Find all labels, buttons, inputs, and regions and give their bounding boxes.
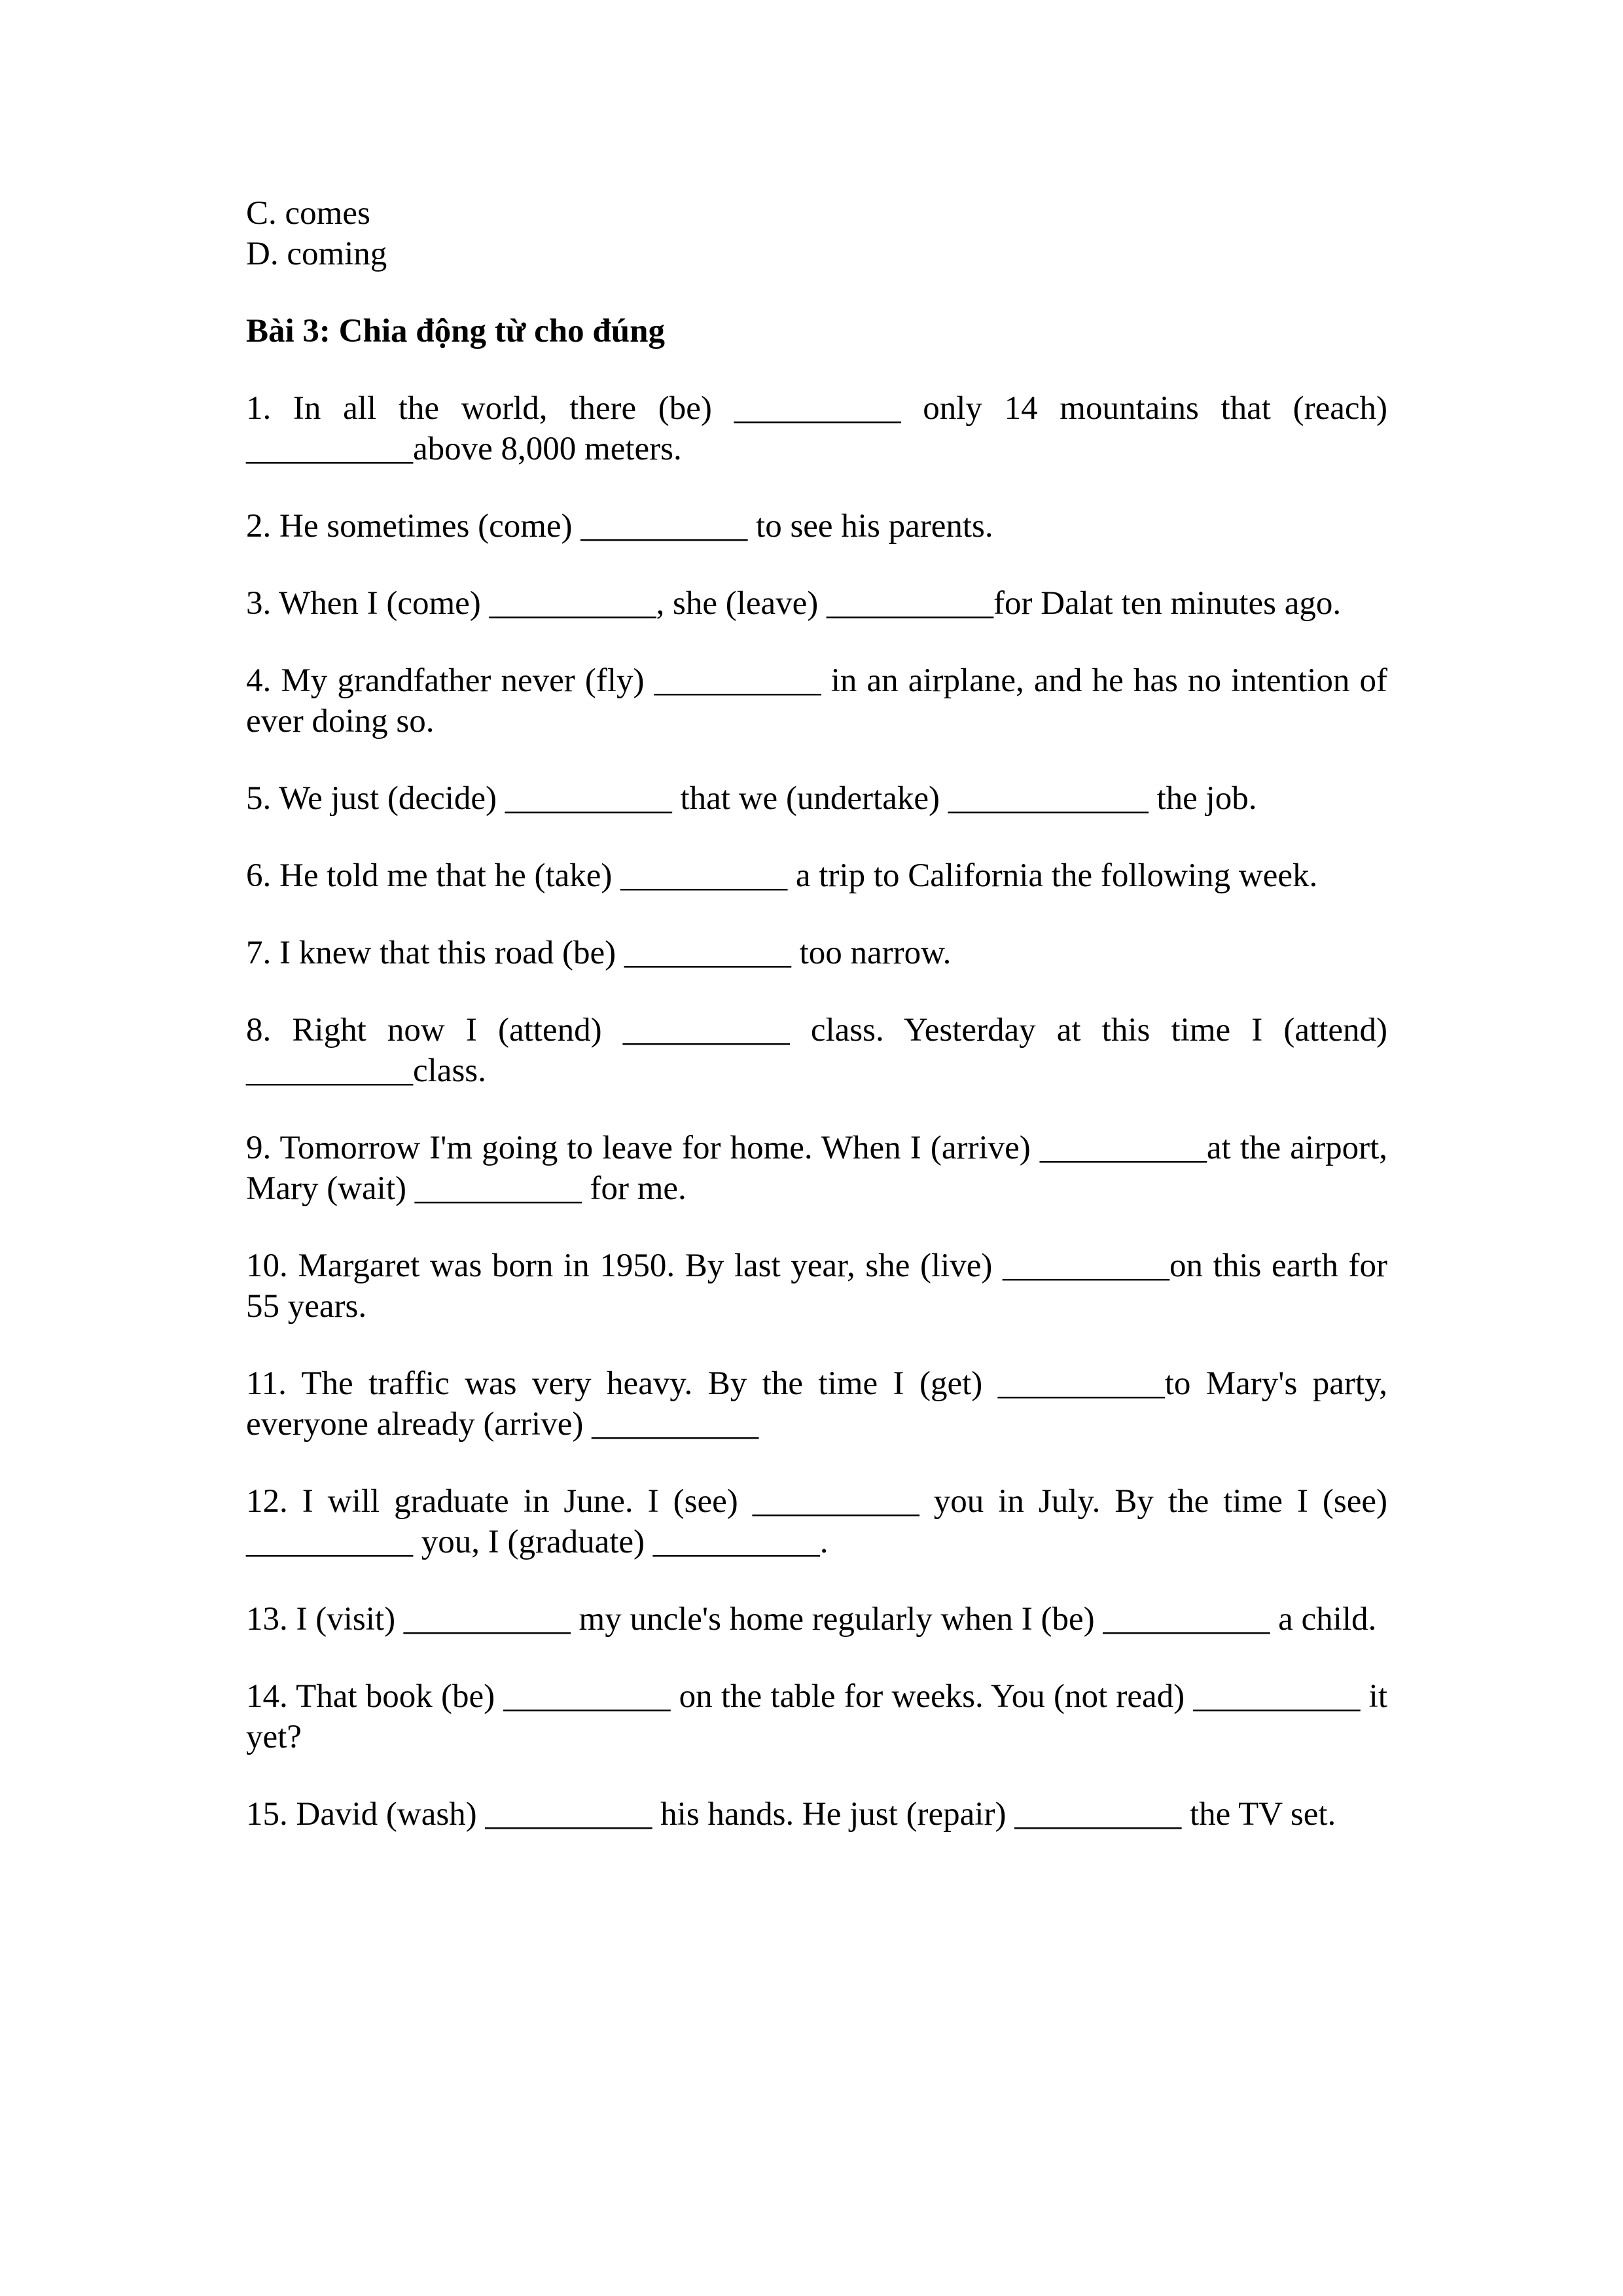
question-12: 12. I will graduate in June. I (see) __________ you in July. By the time I (see) __________ you, I (graduate) __________.: [246, 1483, 1387, 1560]
question-11: 11. The traffic was very heavy. By the time I (get) __________to Mary's party, everyone already (arrive) __________: [246, 1365, 1387, 1443]
question-1: 1. In all the world, there (be) __________ only 14 mountains that (reach) __________above 8,000 meters.: [246, 390, 1387, 467]
question-14: 14. That book (be) __________ on the table for weeks. You (not read) __________ it yet?: [246, 1678, 1387, 1755]
question-3: 3. When I (come) __________, she (leave) __________for Dalat ten minutes ago.: [246, 585, 1342, 622]
page-content: [246, 193, 1387, 1835]
question-7: 7. I knew that this road (be) __________ too narrow.: [246, 935, 952, 971]
question-15: 15. David (wash) __________ his hands. He just (repair) __________ the TV set.: [246, 1796, 1336, 1833]
question-8: 8. Right now I (attend) __________ class. Yesterday at this time I (attend) __________class.: [246, 1012, 1387, 1089]
question-13: 13. I (visit) __________ my uncle's home regularly when I (be) __________ a child.: [246, 1601, 1377, 1638]
question-5: 5. We just (decide) __________ that we (undertake) ____________ the job.: [246, 780, 1257, 817]
question-10: 10. Margaret was born in 1950. By last year, she (live) __________on this earth for 55 years.: [246, 1247, 1387, 1325]
answer-option-c: C. comes: [246, 195, 370, 232]
answer-option-d: D. coming: [246, 236, 387, 272]
question-4: 4. My grandfather never (fly) __________ in an airplane, and he has no intention of ever doing so.: [246, 662, 1387, 740]
question-2: 2. He sometimes (come) __________ to see his parents.: [246, 508, 993, 545]
question-6: 6. He told me that he (take) __________ a trip to California the following week.: [246, 857, 1318, 894]
question-9: 9. Tomorrow I'm going to leave for home. When I (arrive) __________at the airport, Mary (wait) __________ for me.: [246, 1130, 1387, 1207]
section-heading: Bài 3: Chia động từ cho đúng: [246, 313, 665, 350]
